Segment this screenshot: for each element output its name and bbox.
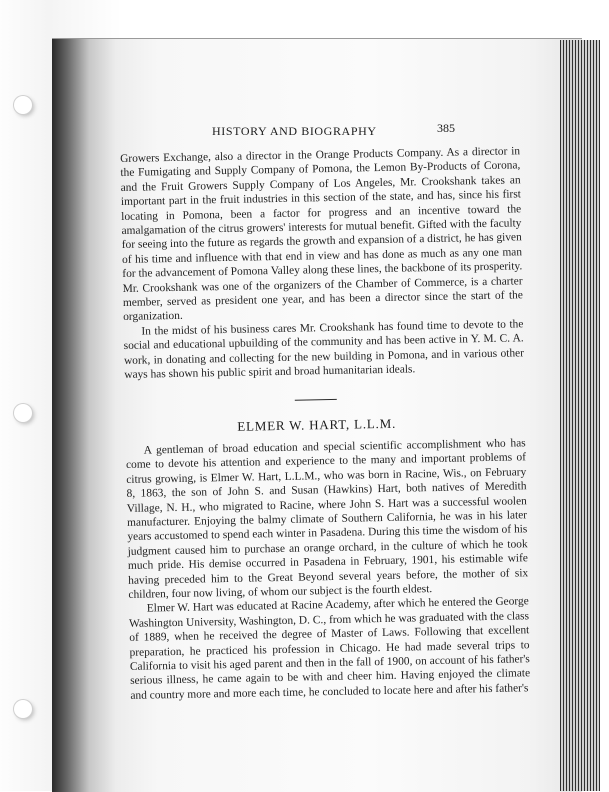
continued-paragraph: Growers Exchange, also a director in the Orange Products Company. As a director in the Fumigating and Supply Company of Pomona, the Lemon By-Products of Corona, and the Fruit Growers Supply Company of Los Angeles, Mr. Crookshank takes an important part in the fruit industries in this section of the state, and has, since his first locating in Pomona, been a factor for progress and an incentive toward the amalgamation of the citrus growers' interests for mutual benefit. Gifted with the faculty for seeing into the future as regards the growth and expansion of a district, he has given of his time and influence with that end in view and has done as much as any one man for the advancement of Pomona Valley along these lines, the backbone of its prosperity. Mr. Crookshank was one of the organizers of the Chamber of Commerce, is a charter member, served as president one year, and has been a director since the start of the organization. — [120, 145, 523, 324]
scan-right-margin — [600, 0, 609, 791]
biography-title: ELMER W. HART, L.L.M. — [237, 415, 397, 434]
binder-hole-bottom — [14, 700, 32, 718]
community-paragraph: In the midst of his business cares Mr. Crookshank has found time to devote to the social and educational upbuilding of the community and has been active in Y. M. C. A. work, in donating and collecting for the new building in Pomona, and in various other ways has shown his public spirit and broad humanitarian ideals. — [123, 318, 525, 382]
section-divider — [295, 398, 337, 400]
binder-hole-top — [14, 96, 32, 114]
biography-paragraph-2: Elmer W. Hart was educated at Racine Academy, after which he entered the George Washington University, Washington, D. C., from which he was graduated with the class of 1889, when he received the degree of Master of Laws. Following that excellent preparation, he practiced his profession in Chicago. He had made several trips to California to visit his aged parent and then in the fall of 1900, on account of his father's serious illness, he came again to be with and cheer him. Having enjoyed the climate and country more and more each time, he concluded to locate here and after his father's — [128, 595, 531, 702]
book-page-edges — [560, 40, 602, 791]
page-number: 385 — [437, 121, 455, 135]
biography-paragraph-1: A gentleman of broad education and special scientific accomplishment who has come to devote his attention and experience to the many and important problems of citrus growing, is Elmer W. Hart, L.L.M., who was born in Racine, Wis., on February 8, 1863, the son of John S. and Susan (Hawkins) Hart, both natives of Meredith Village, N. H., who migrated to Racine, where John S. Hart was a successful woolen manufacturer. Enjoying the balmy climate of Southern California, he was in his later years accustomed to spend each winter in Pasadena. During this time the wisdom of his judgment caused him to purchase an orange orchard, in the culture of which he took much pride. His demise occurred in Pasadena in February, 1901, his estimable wife having preceded him to the Great Beyond several years before, the mother of six children, four now living, of whom our subject is the fourth eldest. — [125, 437, 529, 601]
page-text — [120, 144, 531, 703]
running-head: HISTORY AND BIOGRAPHY — [212, 124, 377, 138]
binder-hole-middle — [14, 404, 32, 422]
